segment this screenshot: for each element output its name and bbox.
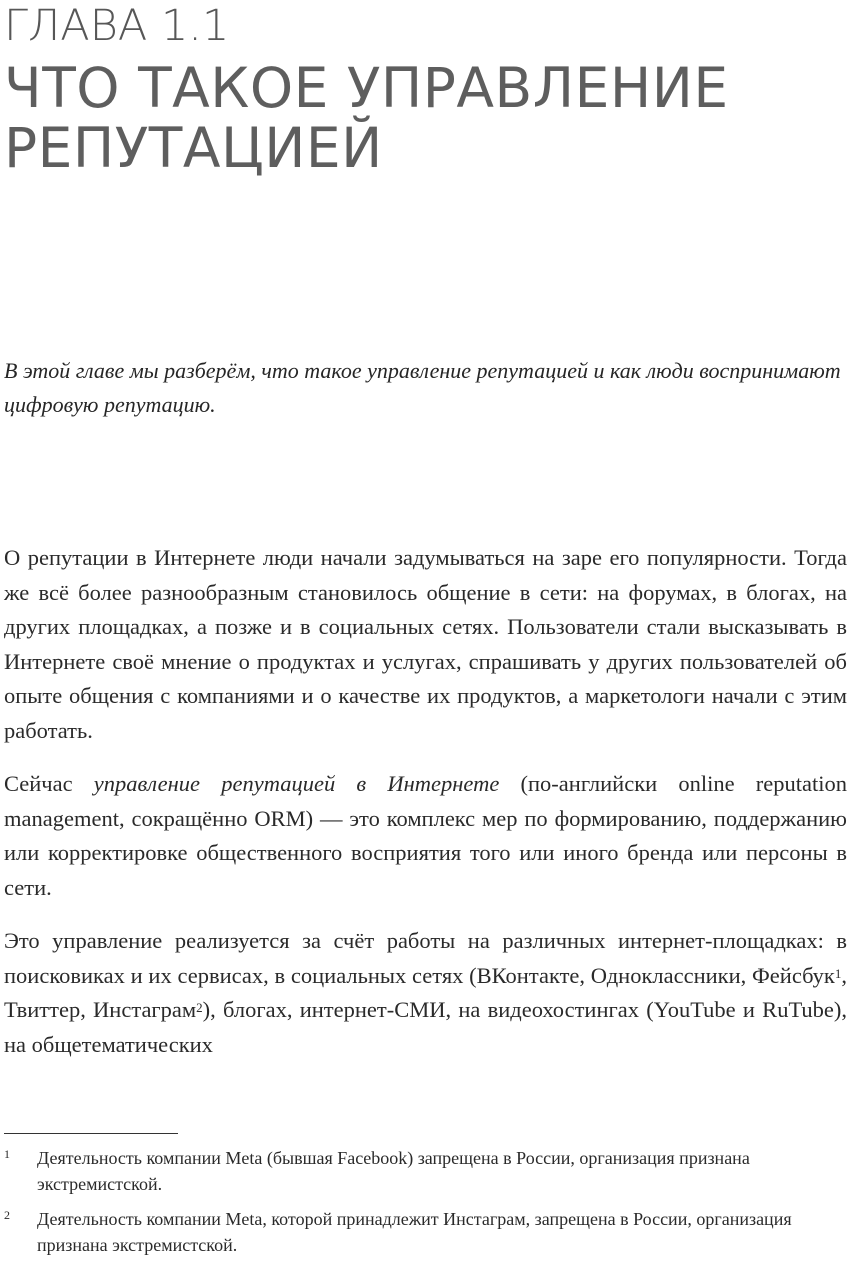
footnote-text: Деятельность компании Meta (бывшая Facebook) запрещена в России, организация признана экстремистской. [37, 1148, 750, 1194]
body-text [4, 541, 847, 1081]
footnote-ref-2[interactable]: 2 [196, 1000, 203, 1015]
footnote-number: 1 [4, 1147, 10, 1161]
chapter-label: ГЛАВА 1.1 [4, 1, 230, 51]
footnotes [4, 1145, 847, 1267]
footnote-2 [4, 1206, 847, 1258]
term-orm: управление репутацией в Интернете [93, 771, 500, 796]
paragraph-3-part-3: ), блогах, интернет-СМИ, на видеохостингах (YouTube и RuTube), на общетематических [4, 997, 847, 1057]
paragraph-2-start: Сейчас [4, 771, 94, 796]
paragraph-3-part-2: , Твиттер, Инстаграм [4, 962, 847, 1022]
paragraph-3 [4, 924, 847, 1062]
footnote-ref-1[interactable]: 1 [834, 965, 842, 981]
paragraph-3-part-1: Это управление реализуется за счёт работы на различных интернет-площадках: в поисковиках и их сервисах, в социальных сетях (ВКонтакте, Одноклассники, Фейсбук [4, 928, 847, 988]
footnote-divider [4, 1133, 178, 1134]
paragraph-1: О репутации в Интернете люди начали задумываться на заре его популярности. Тогда же всё более разнообразным становилось общение в сети: на форумах, в блогах, на других площадках, а позже и в социальных сетях. Пользователи стали высказывать в Интернете своё мнение о продуктах и услугах, спрашивать у других пользователей об опыте общения с компаниями и о качестве их продуктов, а маркетологи начали с этим работать. [4, 545, 847, 743]
footnote-1 [4, 1145, 847, 1197]
footnote-number: 2 [4, 1208, 10, 1222]
chapter-lead: В этой главе мы разберём, что такое управление репутацией и как люди воспринимают цифровую репутацию. [4, 358, 841, 417]
chapter-title: ЧТО ТАКОЕ УПРАВЛЕНИЕ РЕПУТАЦИЕЙ [4, 56, 729, 180]
paragraph-2 [4, 767, 847, 905]
footnote-text: Деятельность компании Meta, которой принадлежит Инстаграм, запрещена в России, организация признана экстремистской. [37, 1209, 792, 1255]
paragraph-2-rest: (по-английски online reputation management, сокращённо ORM) — это комплекс мер по формированию, поддержанию или корректировке общественного восприятия того или иного бренда или персоны в сети. [4, 771, 847, 900]
